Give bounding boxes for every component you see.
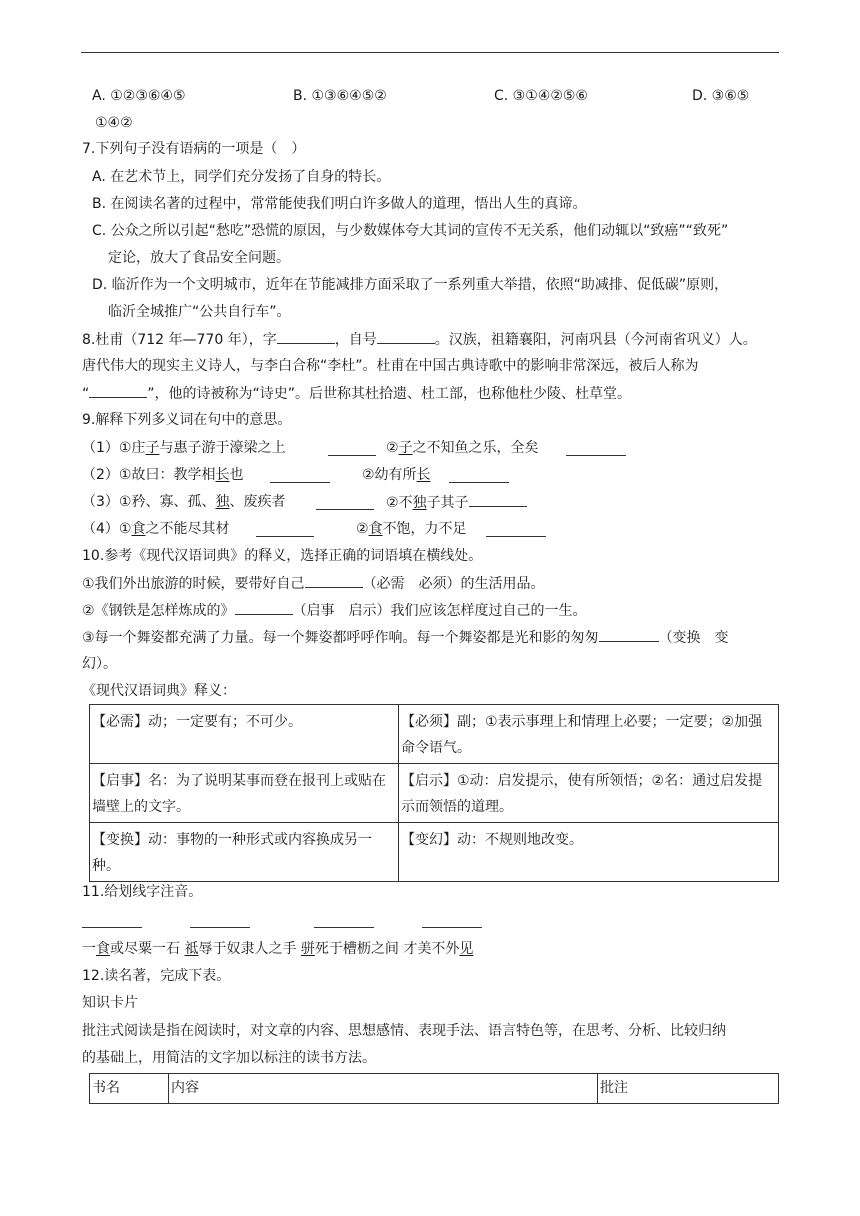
q9-row-3 bbox=[82, 492, 285, 512]
dictionary-row bbox=[90, 764, 779, 823]
q11-stem: 11.给划线字注音。 bbox=[82, 884, 203, 900]
q9-4-blank-a[interactable] bbox=[256, 522, 314, 537]
header-book-title: 书名 bbox=[90, 1074, 169, 1104]
q11-keyword: 骈 bbox=[300, 941, 315, 957]
q9-stem: 9.解释下列多义词在句中的意思。 bbox=[82, 412, 292, 428]
q11-phrase-text: 辱于奴隶人之手 bbox=[198, 941, 297, 957]
q9-row-number: （3） bbox=[82, 494, 119, 510]
header-annotation: 批注 bbox=[598, 1074, 779, 1104]
knowledge-card-desc-line2: 的基础上，用简洁的文字加以标注的读书方法。 bbox=[82, 1050, 376, 1066]
q8-line2: 唐代伟大的现实主义诗人，与李白合称“李杜”。杜甫在中国古典诗歌中的影响非常深远，被后人称为 bbox=[82, 358, 699, 374]
q9-sentence-text: 与惠子游于濠梁之上 bbox=[159, 440, 286, 456]
q9-4-blank-b[interactable] bbox=[486, 522, 546, 537]
q10-choice-text: （启事 启示）我们应该怎样度过自己的一生。 bbox=[292, 603, 587, 619]
dictionary-row bbox=[90, 705, 779, 764]
q6-option-d: D. ③⑥⑤ bbox=[692, 88, 750, 104]
q10-blank-2[interactable] bbox=[235, 600, 293, 615]
q9-sentence-text: ② bbox=[386, 440, 399, 456]
q9-2-blank-a[interactable] bbox=[270, 468, 330, 483]
q9-row-4b bbox=[356, 519, 467, 539]
q8-text-part1: 8.杜甫（712 年—770 年），字 bbox=[82, 332, 277, 348]
q9-sentence-text: 、废疾者 bbox=[229, 494, 286, 510]
q9-3-blank-b[interactable] bbox=[469, 492, 527, 507]
q11-phrase-text: 或尽粟一石 bbox=[110, 941, 180, 957]
reading-notes-table bbox=[89, 1073, 779, 1104]
q11-pinyin-blank-1[interactable] bbox=[82, 913, 142, 928]
q8-text-part3: 。汉族，祖籍襄阳，河南巩县（今河南省巩义）人。 bbox=[434, 332, 757, 348]
q8-quote-open: “ bbox=[82, 386, 90, 402]
q9-keyword: 独 bbox=[412, 495, 427, 511]
reading-notes-header-row bbox=[90, 1074, 779, 1104]
q10-blank-1[interactable] bbox=[305, 573, 363, 588]
q8-line3 bbox=[82, 383, 631, 404]
q9-1-blank-b[interactable] bbox=[566, 441, 626, 456]
dictionary-table bbox=[89, 704, 779, 882]
q12-stem: 12.读名著，完成下表。 bbox=[82, 968, 231, 984]
q9-1-blank-a[interactable] bbox=[328, 441, 376, 456]
q8-text-part2: ，自号 bbox=[334, 332, 377, 348]
q9-sentence-text: 之不能尽其材 bbox=[145, 521, 230, 537]
q9-row-2b bbox=[362, 465, 431, 485]
q9-keyword: 子 bbox=[145, 440, 160, 456]
q7-option-b: B. 在阅读名著的过程中，常常能使我们明白许多做人的道理，悟出人生的真谛。 bbox=[92, 196, 587, 212]
q9-sentence-text: 之不知鱼之乐，全矣 bbox=[412, 440, 539, 456]
header-rule bbox=[81, 52, 779, 53]
q10-sentence-3 bbox=[82, 627, 729, 648]
q7-option-d-line1: D. 临沂作为一个文明城市，近年在节能减排方面采取了一系列重大举措，依照“助减排、促低碳”原则， bbox=[92, 277, 729, 293]
q9-keyword: 长 bbox=[215, 467, 230, 483]
q10-choice-text: （必需 必须）的生活用品。 bbox=[362, 576, 545, 592]
q6-option-c: C. ③①④②⑤⑥ bbox=[494, 88, 588, 104]
q9-row-3b bbox=[386, 492, 527, 513]
dictionary-cell: 【必需】动；一定要有；不可少。 bbox=[90, 705, 399, 764]
q9-sentence-text: ① bbox=[118, 521, 132, 537]
q9-sentence-text: ②幼有所 bbox=[362, 467, 417, 483]
q11-keyword: 祗 bbox=[184, 941, 199, 957]
q6-option-a: A. ①②③⑥④⑤ bbox=[92, 88, 186, 104]
q11-keyword: 食 bbox=[96, 941, 110, 957]
dictionary-row bbox=[90, 823, 779, 882]
dictionary-cell: 【变换】动：事物的一种形式或内容换成另一种。 bbox=[90, 823, 399, 882]
q9-keyword: 子 bbox=[398, 440, 413, 456]
q10-sentence-3-cont: 幻）。 bbox=[82, 656, 117, 672]
q11-pinyin-blank-4[interactable] bbox=[422, 913, 482, 928]
q11-phrase-text: 死于槽枥之间 bbox=[314, 941, 399, 957]
q10-choice-text: （变换 变 bbox=[658, 630, 729, 646]
q10-sentence-text: ③每一个舞姿都充满了力量。每一个舞姿都呼呼作响。每一个舞姿都是光和影的匆匆 bbox=[82, 630, 599, 646]
q11-pinyin-blank-2[interactable] bbox=[190, 913, 250, 928]
q9-3-blank-a[interactable] bbox=[316, 495, 374, 510]
q11-phrases bbox=[82, 939, 473, 959]
knowledge-card-title: 知识卡片 bbox=[82, 995, 138, 1011]
q9-row-number: （4） bbox=[82, 521, 119, 537]
q9-sentence-text: ② bbox=[356, 521, 369, 537]
q9-sentence-text: 也 bbox=[229, 467, 244, 483]
q9-sentence-text: ①故曰：教学相 bbox=[118, 467, 216, 483]
q8-blank-pseudonym[interactable] bbox=[377, 329, 435, 344]
q11-keyword: 见 bbox=[459, 941, 474, 957]
q7-option-c-line1: C. 公众之所以引起“愁吃”恐慌的原因，与少数媒体夸大其词的宣传不无关系，他们动辄以“致癌”“致死” bbox=[92, 223, 729, 239]
q10-sentence-text: ①我们外出旅游的时候，要带好自己 bbox=[82, 576, 305, 592]
q9-sentence-text: 子其子 bbox=[426, 495, 469, 511]
q9-keyword: 独 bbox=[215, 494, 230, 510]
q11-pinyin-blank-3[interactable] bbox=[314, 913, 374, 928]
q11-phrase-text: 一 bbox=[82, 941, 96, 957]
q9-row-1 bbox=[82, 438, 285, 458]
q9-sentence-text: ①矜、寡、孤、 bbox=[118, 494, 216, 510]
q8-line1 bbox=[82, 329, 757, 350]
q9-row-4 bbox=[82, 519, 229, 539]
q7-option-c-line2: 定论，放大了食品安全问题。 bbox=[108, 250, 290, 266]
q9-sentence-text: ②不 bbox=[386, 495, 413, 511]
q9-row-number: （1） bbox=[82, 440, 119, 456]
q10-sentence-2 bbox=[82, 600, 587, 621]
q9-row-1b bbox=[386, 438, 539, 458]
dictionary-cell: 【变幻】动：不规则地改变。 bbox=[399, 823, 779, 882]
q7-stem: 7.下列句子没有语病的一项是（ ） bbox=[82, 141, 306, 157]
q10-blank-3[interactable] bbox=[599, 627, 659, 642]
q9-2-blank-b[interactable] bbox=[449, 468, 509, 483]
q6-option-b: B. ①③⑥④⑤② bbox=[293, 88, 387, 104]
q9-row-number: （2） bbox=[82, 467, 119, 483]
q6-option-d-continued: ①④② bbox=[95, 115, 133, 131]
q9-row-2 bbox=[82, 465, 243, 485]
q8-blank-title[interactable] bbox=[89, 383, 147, 398]
header-content: 内容 bbox=[169, 1074, 598, 1104]
q8-blank-courtesy-name[interactable] bbox=[277, 329, 335, 344]
q10-stem: 10.参考《现代汉语词典》的释义，选择正确的词语填在横线处。 bbox=[82, 548, 483, 564]
q8-line3-text: ”，他的诗被称为“诗史”。后世称其杜拾遗、杜工部，也称他杜少陵、杜草堂。 bbox=[147, 386, 632, 402]
knowledge-card-desc-line1: 批注式阅读是指在阅读时，对文章的内容、思想感情、表现手法、语言特色等，在思考、分析、比较归纳 bbox=[82, 1023, 726, 1039]
q9-sentence-text: 不饱，力不足 bbox=[382, 521, 467, 537]
q7-option-d-line2: 临沂全城推广“公共自行车”。 bbox=[108, 304, 291, 320]
q7-option-a: A. 在艺术节上，同学们充分发扬了自身的特长。 bbox=[92, 169, 391, 185]
dictionary-title: 《现代汉语词典》释义： bbox=[82, 683, 236, 699]
q9-keyword: 食 bbox=[368, 521, 383, 537]
q9-keyword: 长 bbox=[416, 467, 431, 483]
q10-sentence-1 bbox=[82, 573, 545, 594]
q9-sentence-text: ①庄 bbox=[118, 440, 146, 456]
dictionary-cell: 【启示】①动：启发提示，使有所领悟；②名：通过启发提示而领悟的道理。 bbox=[399, 764, 779, 823]
dictionary-cell: 【启事】名：为了说明某事而登在报刊上或贴在墙壁上的文字。 bbox=[90, 764, 399, 823]
q9-keyword: 食 bbox=[131, 521, 146, 537]
q10-sentence-text: ②《钢铁是怎样炼成的》 bbox=[82, 603, 235, 619]
dictionary-cell: 【必须】副；①表示事理上和情理上必要；一定要；②加强命令语气。 bbox=[399, 705, 779, 764]
q11-phrase-text: 才美不外 bbox=[403, 941, 460, 957]
